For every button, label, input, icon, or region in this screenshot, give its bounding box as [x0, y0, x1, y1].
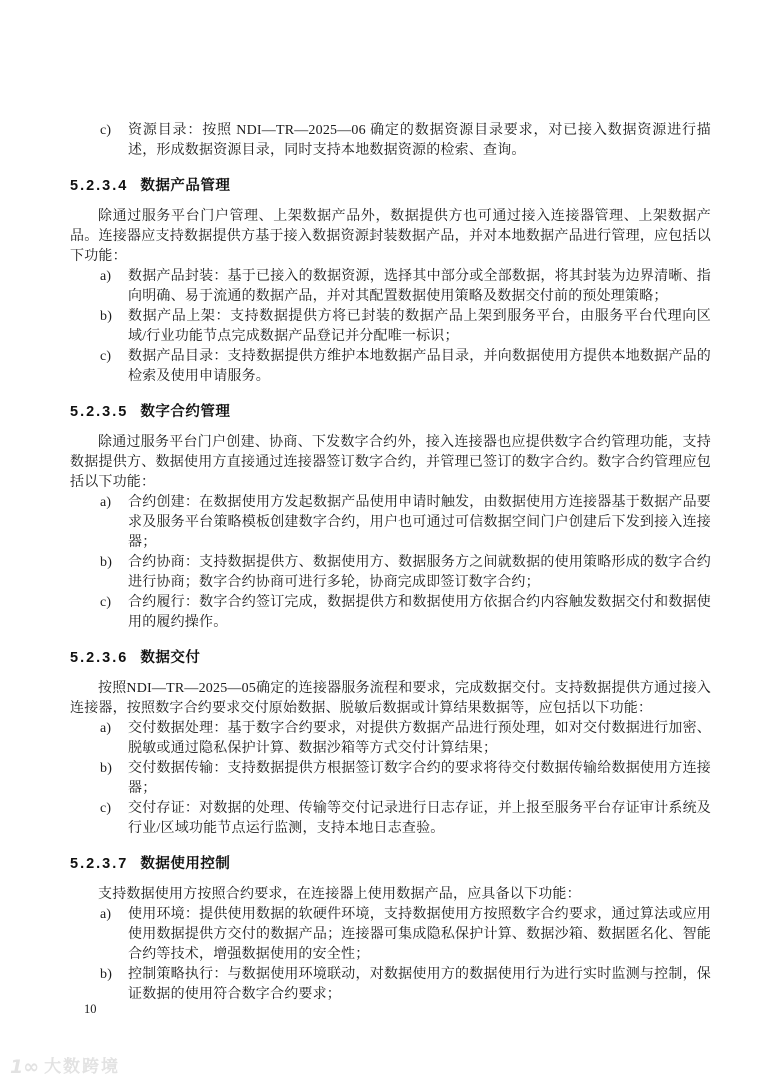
page-number: 10: [84, 1002, 97, 1016]
list-item-text: 数据产品上架：支持数据提供方将已封装的数据产品上架到服务平台，由服务平台代理向区域/行业功能节点完成数据产品登记并分配唯一标识；: [128, 309, 711, 344]
list-item-text: 合约协商：支持数据提供方、数据使用方、数据服务方之间就数据的使用策略形成的数字合约进行协商；数字合约协商可进行多轮，协商完成即签订数字合约；: [128, 555, 711, 590]
list-item-label: b): [100, 555, 113, 570]
section-heading-number: 5.2.3.6: [70, 650, 129, 666]
list-item-label: a): [100, 269, 112, 284]
list-item-label: b): [100, 309, 113, 324]
list-item: [70, 493, 711, 553]
list-item-text: 合约创建：在数据使用方发起数据产品使用申请时触发，由数据使用方连接器基于数据产品要求及服务平台策略模板创建数字合约，用户也可通过可信数据空间门户创建后下发到接入连接器；: [128, 495, 711, 550]
list-item-text: 交付数据处理：基于数字合约要求，对提供方数据产品进行预处理，如对交付数据进行加密、脱敏或通过隐私保护计算、数据沙箱等方式交付计算结果；: [128, 721, 711, 756]
list-item-text: 资源目录：按照 NDI—TR—2025—06 确定的数据资源目录要求，对已接入数据资源进行描述，形成数据资源目录，同时支持本地数据资源的检索、查询。: [128, 123, 711, 158]
list-item-label: c): [100, 801, 112, 816]
list-item-text: 交付存证：对数据的处理、传输等交付记录进行日志存证，并上报至服务平台存证审计系统及行业/区域功能节点运行监测，支持本地日志查验。: [128, 801, 711, 836]
section-heading-title: 数据使用控制: [140, 856, 231, 872]
list-item-label: c): [100, 349, 112, 364]
section-heading-number: 5.2.3.7: [70, 856, 129, 872]
list-item-label: a): [100, 721, 112, 736]
list-item-label: a): [100, 495, 112, 510]
section-heading-title: 数据交付: [140, 650, 201, 666]
list-item-text: 交付数据传输：支持数据提供方根据签订数字合约的要求将待交付数据传输给数据使用方连接器；: [128, 761, 711, 796]
list-item-text: 使用环境：提供使用数据的软硬件环境，支持数据使用方按照数字合约要求，通过算法或应用使用数据提供方交付的数据产品；连接器可集成隐私保护计算、数据沙箱、数据匿名化、智能合约等技术，增强数据使用的安全性；: [128, 907, 711, 962]
section-heading-number: 5.2.3.5: [70, 404, 129, 420]
dashu-kuajing-logo-icon: 1∞: [10, 1056, 40, 1078]
section-heading-title: 数字合约管理: [140, 404, 231, 420]
list-item-label: b): [100, 761, 113, 776]
section-heading: [70, 648, 711, 668]
list-item: [70, 799, 711, 839]
list-item-text: 数据产品目录：支持数据提供方维护本地数据产品目录，并向数据使用方提供本地数据产品的检索及使用申请服务。: [128, 349, 711, 384]
list-item: [70, 347, 711, 387]
list-item-label: c): [100, 595, 112, 610]
watermark-brand-text: 大数跨境: [44, 1057, 121, 1077]
list-item: [70, 905, 711, 965]
list-item-label: c): [100, 123, 112, 138]
list-item: [70, 759, 711, 799]
list-item: [70, 121, 711, 161]
list-item: [70, 965, 711, 1005]
section-heading: [70, 176, 711, 196]
section-heading-number: 5.2.3.4: [70, 178, 129, 194]
section-paragraph: 按照NDI—TR—2025—05确定的连接器服务流程和要求，完成数据交付。支持数据提供方通过接入连接器，按照数字合约要求交付原始数据、脱敏后数据或计算结果数据等，应包括以下功能：: [70, 681, 711, 716]
list-item-text: 控制策略执行：与数据使用环境联动，对数据使用方的数据使用行为进行实时监测与控制，保证数据的使用符合数字合约要求；: [128, 967, 711, 1002]
section-paragraph: 支持数据使用方按照合约要求，在连接器上使用数据产品，应具备以下功能：: [98, 887, 581, 902]
section-heading: [70, 854, 711, 874]
section-paragraph: 除通过服务平台门户创建、协商、下发数字合约外，接入连接器也应提供数字合约管理功能，支持数据提供方、数据使用方直接通过连接器签订数字合约，并管理已签订的数字合约。数字合约管理应包括以下功能：: [70, 435, 711, 490]
list-item: [70, 267, 711, 307]
list-item-text: 数据产品封装：基于已接入的数据资源，选择其中部分或全部数据，将其封装为边界清晰、指向明确、易于流通的数据产品，并对其配置数据使用策略及数据交付前的预处理策略；: [128, 269, 711, 304]
list-item: [70, 553, 711, 593]
section-heading: [70, 402, 711, 422]
section-heading-title: 数据产品管理: [140, 178, 231, 194]
section-paragraph: 除通过服务平台门户管理、上架数据产品外，数据提供方也可通过接入连接器管理、上架数据产品。连接器应支持数据提供方基于接入数据资源封装数据产品，并对本地数据产品进行管理，应包括以下功能：: [70, 209, 711, 264]
list-item: [70, 593, 711, 633]
list-item-label: b): [100, 967, 113, 982]
document-body: [70, 121, 711, 1005]
list-item: [70, 307, 711, 347]
list-item-text: 合约履行：数字合约签订完成，数据提供方和数据使用方依据合约内容触发数据交付和数据使用的履约操作。: [128, 595, 711, 630]
list-item: [70, 719, 711, 759]
watermark: [10, 1056, 120, 1078]
list-item-label: a): [100, 907, 112, 922]
